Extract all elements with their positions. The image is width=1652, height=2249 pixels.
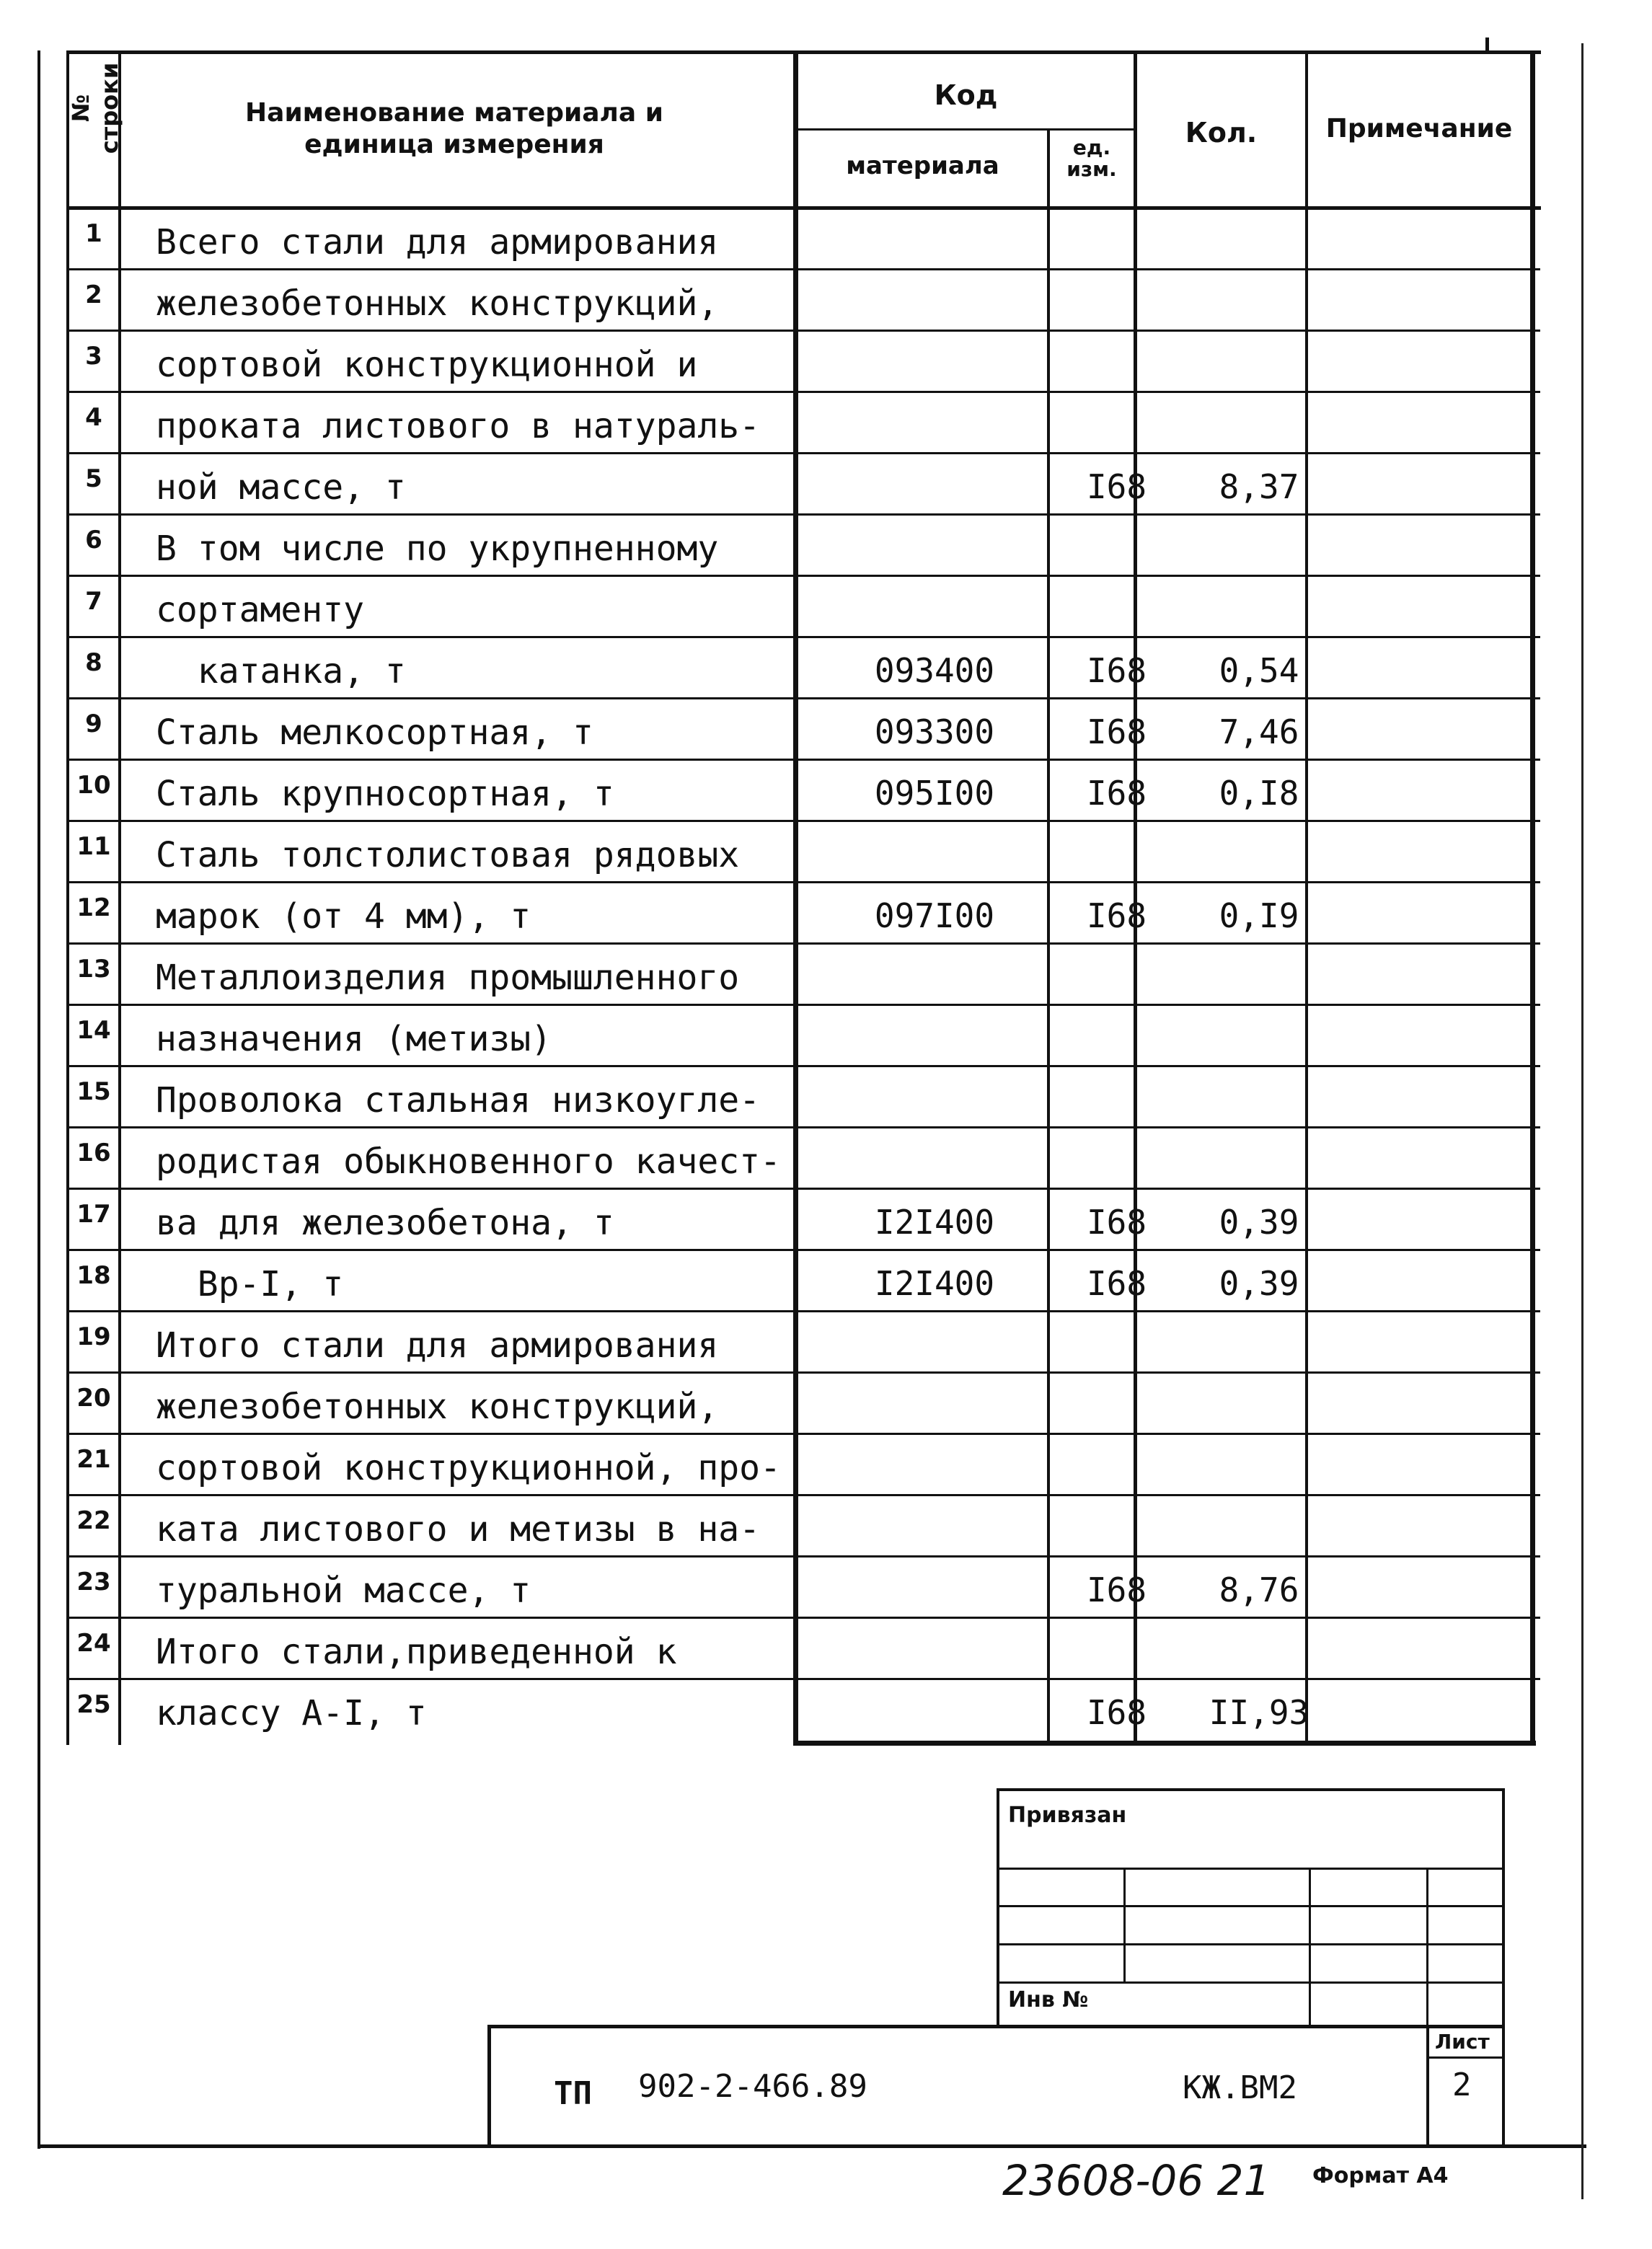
row-number: 4 [85, 403, 102, 432]
row-number: 10 [76, 771, 111, 800]
row-number: 1 [85, 219, 102, 248]
material-name: Всего стали для армирования [156, 222, 719, 262]
row-number: 6 [85, 526, 102, 554]
row-number: 3 [85, 342, 102, 371]
row-number: 9 [85, 710, 102, 738]
material-name: Проволока стальная низкоугле- [156, 1080, 761, 1121]
material-name: ва для железобетона, т [156, 1203, 614, 1243]
table-row [69, 577, 1540, 638]
frame-right-border [1581, 43, 1583, 2199]
material-code: 095I00 [874, 774, 995, 813]
unit-code: I68 [1086, 774, 1147, 813]
stamp-divider [1426, 1868, 1428, 2026]
stamp-right-line [1502, 1788, 1505, 2026]
material-name: проката листового в натураль- [156, 406, 761, 446]
table-body [69, 209, 1540, 1745]
quantity: 0,39 [1219, 1203, 1299, 1242]
row-number: 2 [85, 280, 102, 309]
sheet-cell-line [1426, 2056, 1505, 2059]
table-row [69, 454, 1540, 516]
frame-bottom-border [37, 2144, 1586, 2148]
row-number: 21 [76, 1445, 111, 1474]
unit-code: I68 [1086, 896, 1147, 935]
quantity: 7,46 [1219, 712, 1299, 751]
table-row [69, 332, 1540, 393]
row-number: 17 [76, 1200, 111, 1229]
linked-label: Привязан [1008, 1803, 1127, 1828]
material-name: В том числе по укрупненному [156, 529, 719, 569]
quantity: 0,I9 [1219, 896, 1299, 935]
stamp-top-line [997, 1788, 1505, 1791]
material-name: катанка, т [156, 651, 406, 692]
material-name: Сталь крупносортная, т [156, 774, 614, 814]
material-name: сортовой конструкционной, про- [156, 1448, 781, 1488]
sheet-cell-right [1502, 2025, 1505, 2147]
table-row [69, 1128, 1540, 1190]
quantity: II,93 [1209, 1693, 1309, 1732]
stamp-line [997, 1868, 1505, 1870]
table-row [69, 945, 1540, 1006]
table-row [69, 638, 1540, 699]
material-code: 097I00 [874, 896, 995, 935]
unit-code: I68 [1086, 1264, 1147, 1303]
material-name: железобетонных конструкций, [156, 283, 719, 324]
table-row [69, 1374, 1540, 1435]
quantity: 8,37 [1219, 467, 1299, 506]
code-material-header: материала [846, 151, 999, 180]
table-row [69, 393, 1540, 454]
material-code: I2I400 [874, 1264, 995, 1303]
quantity: 8,76 [1219, 1570, 1299, 1609]
stamp-divider [1309, 1868, 1311, 2026]
table-row [69, 1067, 1540, 1128]
material-name: Сталь мелкосортная, т [156, 712, 593, 753]
row-number: 22 [76, 1506, 111, 1535]
row-number: 7 [85, 587, 102, 616]
title-block-top [487, 2025, 1505, 2028]
material-name: железобетонных конструкций, [156, 1387, 719, 1427]
row-number: 16 [76, 1139, 111, 1167]
table-row [69, 209, 1540, 270]
table-row [69, 1680, 1540, 1741]
row-number: 13 [76, 955, 111, 984]
quantity: 0,I8 [1219, 774, 1299, 813]
row-number: 12 [76, 893, 111, 922]
material-name: классу А-I, т [156, 1693, 427, 1733]
sheet-cell-left [1426, 2025, 1429, 2147]
table-row [69, 883, 1540, 945]
row-number: 5 [85, 464, 102, 493]
row-number: 14 [76, 1016, 111, 1045]
material-name: ной массе, т [156, 467, 406, 508]
material-name: Итого стали для армирования [156, 1325, 719, 1366]
row-number: 24 [76, 1629, 111, 1658]
row-number: 15 [76, 1077, 111, 1106]
table-row [69, 1435, 1540, 1496]
material-name: Металлоизделия промышленного [156, 958, 740, 998]
row-number: 8 [85, 648, 102, 677]
material-name: туральной массе, т [156, 1570, 531, 1611]
row-number: 19 [76, 1322, 111, 1351]
title-block-left [487, 2025, 491, 2147]
table-top-border [66, 50, 1541, 54]
unit-code: I68 [1086, 651, 1147, 690]
material-code: 093300 [874, 712, 995, 751]
table-row [69, 1190, 1540, 1251]
material-name: ката листового и метизы в на- [156, 1509, 761, 1550]
quantity: 0,39 [1219, 1264, 1299, 1303]
material-name: Итого стали,приведенной к [156, 1632, 677, 1672]
row-number: 18 [76, 1261, 111, 1290]
quantity: 0,54 [1219, 651, 1299, 690]
material-name: марок (от 4 мм), т [156, 896, 531, 937]
code-group-header: Код [934, 79, 998, 111]
row-number: 20 [76, 1384, 111, 1413]
stamp-line [997, 1943, 1505, 1945]
sheet-number: 2 [1452, 2067, 1472, 2103]
tp-label: ТП [554, 2075, 592, 2112]
document-number: 902-2-466.89 [638, 2068, 867, 2105]
document-mark: КЖ.ВМ2 [1183, 2069, 1297, 2106]
unit-code: I68 [1086, 1203, 1147, 1242]
code-unit-header: ед. изм. [1066, 136, 1117, 181]
code-subheader-line [796, 128, 1135, 131]
row-number: 11 [76, 832, 111, 861]
rowno-header-label: № строки [67, 62, 123, 154]
frame-left-border [37, 50, 40, 2149]
table-row [69, 1006, 1540, 1067]
table-row [69, 699, 1540, 761]
table-row [69, 1557, 1540, 1619]
archive-number: 23608-06 21 [1002, 2156, 1271, 2205]
material-code: I2I400 [874, 1203, 995, 1242]
row-number: 25 [76, 1690, 111, 1719]
name-column-header: Наименование материала и единица измерения [245, 98, 663, 159]
material-name: Сталь толстолистовая рядовых [156, 835, 740, 875]
sheet-label: Лист [1435, 2030, 1490, 2054]
material-name: родистая обыкновенного качест- [156, 1141, 781, 1182]
note-column-header: Примечание [1325, 114, 1513, 143]
stamp-line [997, 1905, 1505, 1907]
stamp-left-line [997, 1788, 999, 2026]
table-row [69, 516, 1540, 577]
quantity-column-header: Кол. [1185, 117, 1258, 149]
unit-code: I68 [1086, 1693, 1147, 1732]
material-name: сортовой конструкционной и [156, 345, 698, 385]
table-row [69, 270, 1540, 332]
material-code: 093400 [874, 651, 995, 690]
format-label: Формат А4 [1312, 2163, 1449, 2188]
material-name: Вр-I, т [156, 1264, 344, 1304]
table-row [69, 822, 1540, 883]
material-name: назначения (метизы) [156, 1019, 552, 1059]
stamp-line [997, 1981, 1505, 1984]
table-row [69, 1251, 1540, 1312]
table-row [69, 1312, 1540, 1374]
inventory-number-label: Инв № [1008, 1987, 1089, 2012]
table-row [69, 1496, 1540, 1557]
row-number: 23 [76, 1568, 111, 1596]
table-row [69, 1619, 1540, 1680]
table-row [69, 761, 1540, 822]
material-name: сортаменту [156, 590, 364, 630]
unit-code: I68 [1086, 1570, 1147, 1609]
unit-code: I68 [1086, 712, 1147, 751]
unit-code: I68 [1086, 467, 1147, 506]
stamp-divider [1123, 1868, 1126, 1983]
